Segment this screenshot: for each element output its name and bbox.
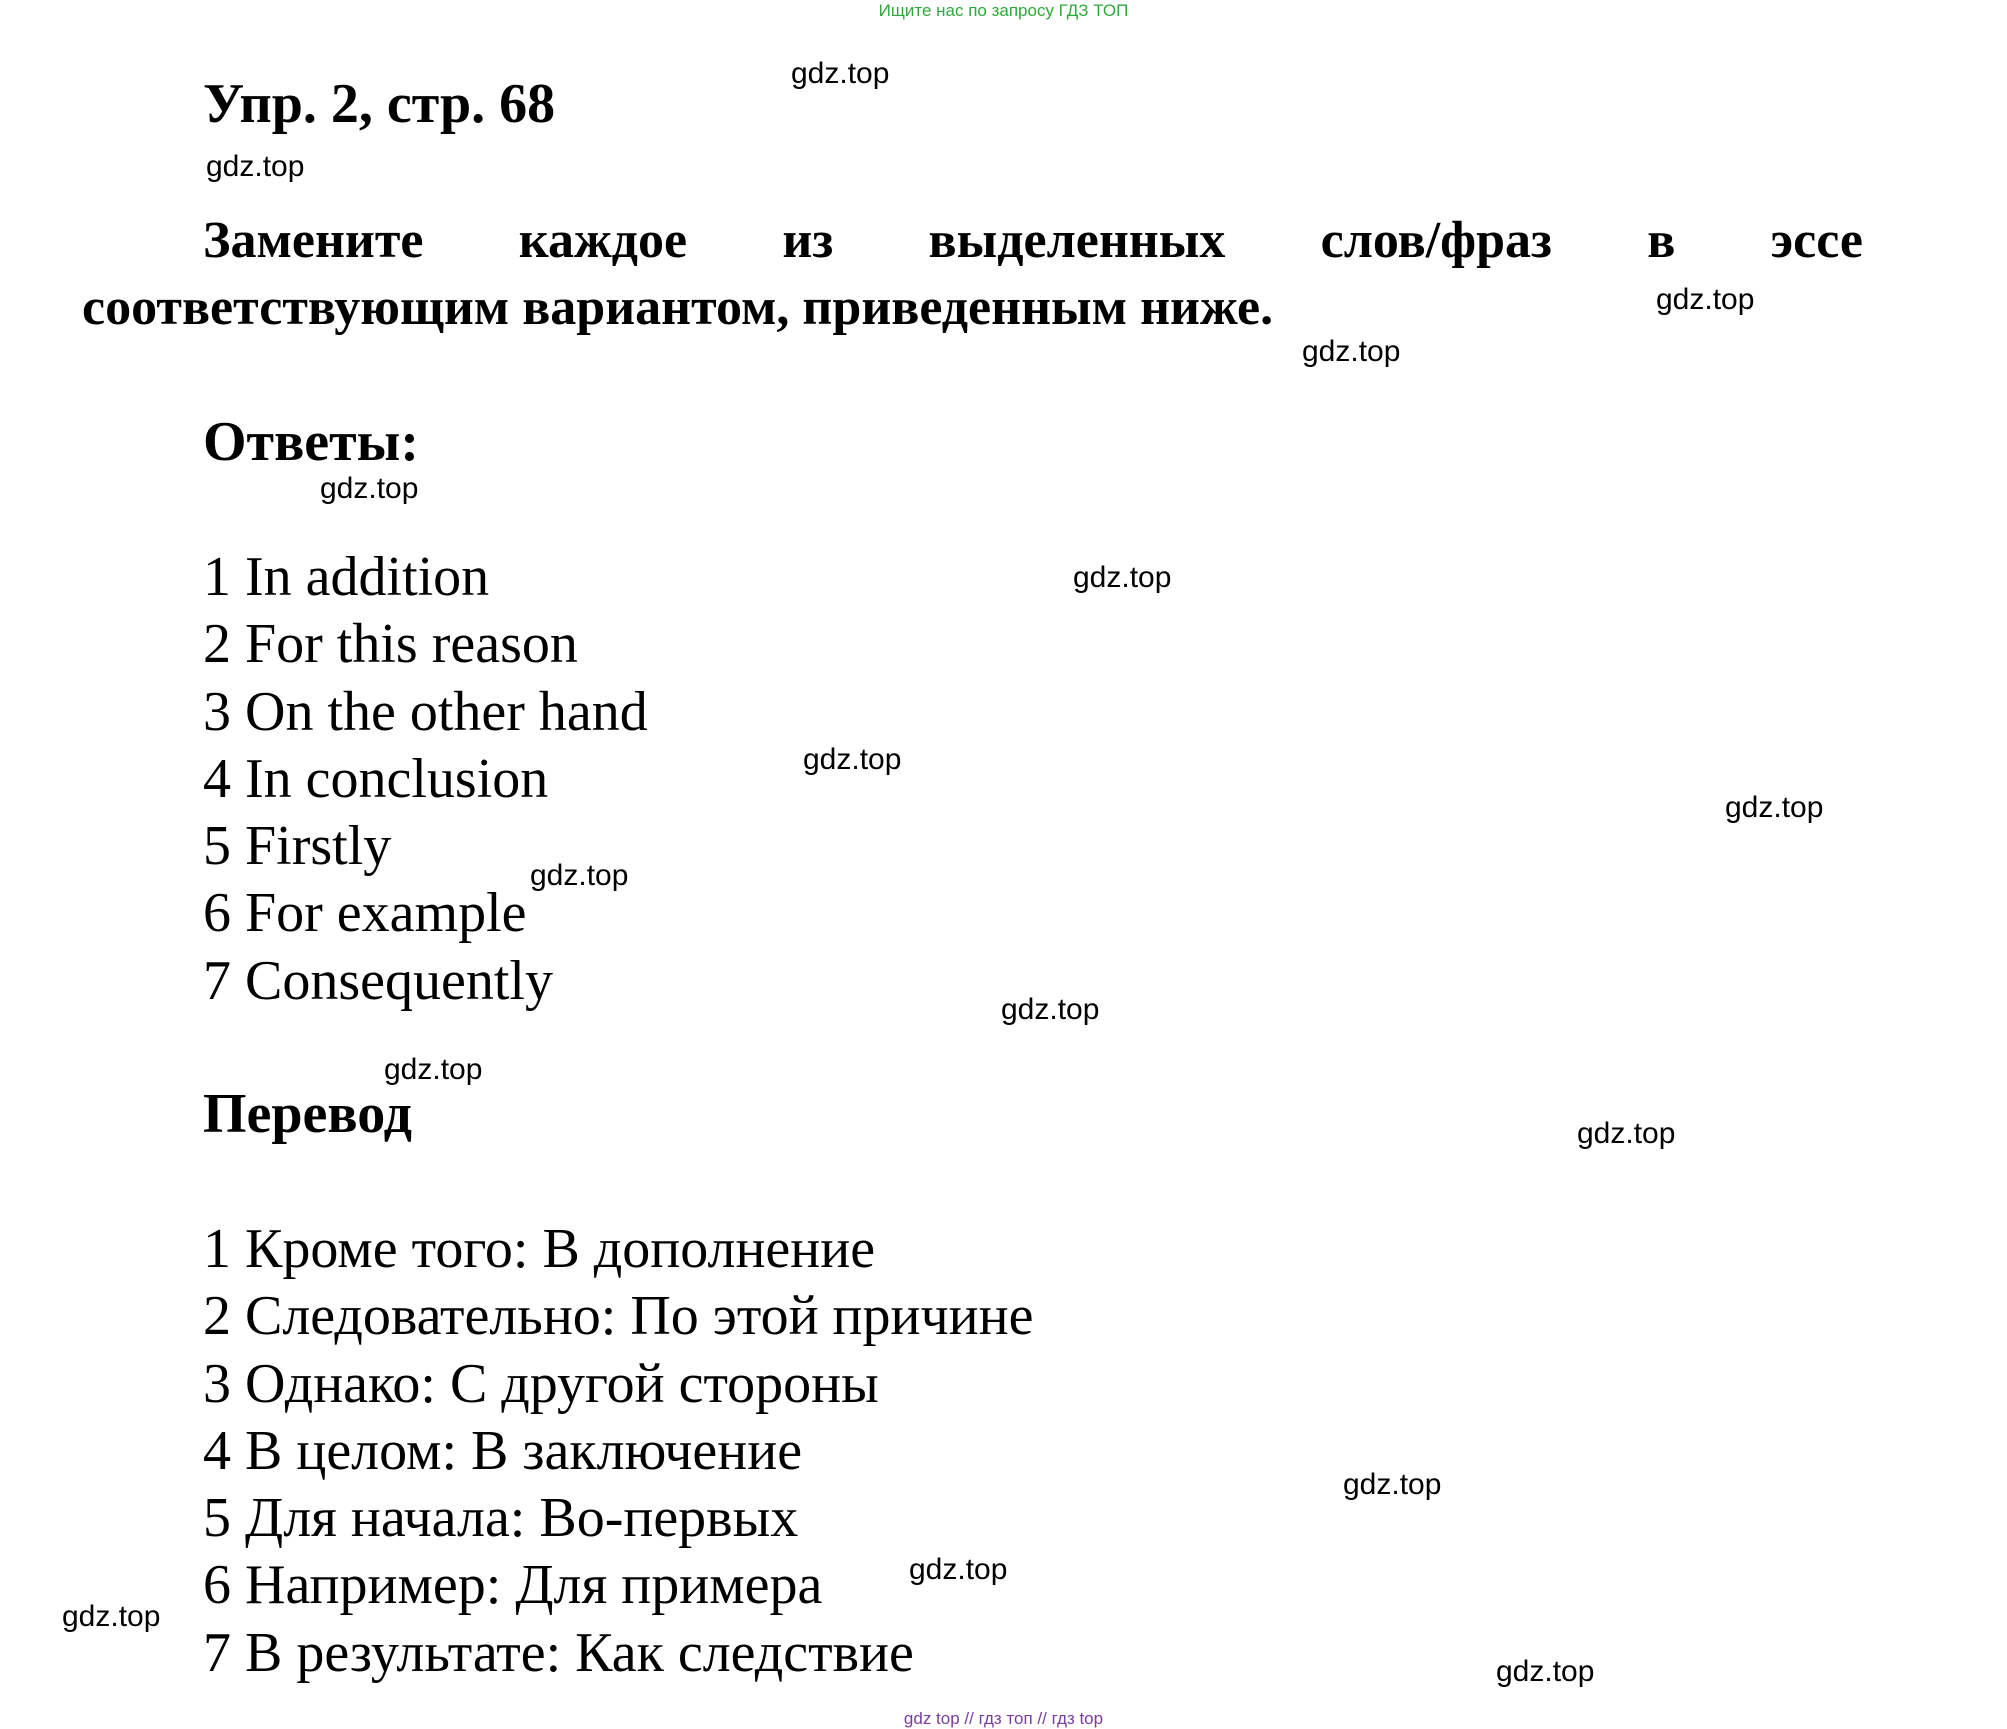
translation-item: 5 Для начала: Во-первых: [203, 1487, 799, 1550]
translation-item: 2 Следовательно: По этой причине: [203, 1285, 1034, 1348]
watermark: gdz.top: [1725, 791, 1824, 824]
watermark: gdz.top: [909, 1553, 1008, 1586]
answer-item: 6 For example: [203, 882, 527, 945]
instruction-word: слов/фраз: [1320, 212, 1552, 269]
watermark: gdz.top: [1302, 335, 1401, 368]
instruction-line-2: соответствующим вариантом, приведенным ниже.: [82, 279, 1274, 336]
answer-item: 3 On the other hand: [203, 680, 648, 743]
instruction-word: Замените: [203, 212, 424, 269]
instruction-word: каждое: [518, 212, 688, 269]
answer-item: 4 In conclusion: [203, 747, 549, 810]
instruction-word: эссе: [1770, 212, 1863, 269]
watermark: gdz.top: [1001, 993, 1100, 1026]
watermark: gdz.top: [803, 743, 902, 776]
watermark: gdz.top: [1073, 561, 1172, 594]
translation-item: 1 Кроме того: В дополнение: [203, 1218, 876, 1280]
answer-item: 2 For this reason: [203, 613, 578, 676]
watermark: gdz.top: [1496, 1655, 1595, 1688]
instruction-word: в: [1647, 212, 1676, 269]
top-banner-link[interactable]: Ищите нас по запросу ГДЗ ТОП: [878, 1, 1129, 20]
translation-item: 6 Например: Для примера: [203, 1554, 823, 1617]
watermark: gdz.top: [1656, 283, 1755, 316]
answers-list: [203, 544, 648, 1015]
watermark: gdz.top: [320, 472, 419, 505]
answers-heading: Ответы:: [203, 411, 420, 473]
watermark: gdz.top: [384, 1053, 483, 1086]
instruction-word: выделенных: [928, 212, 1226, 269]
page-title: Упр. 2, стр. 68: [203, 73, 556, 135]
answer-item: 5 Firstly: [203, 815, 392, 878]
instruction-word: из: [782, 212, 834, 269]
bottom-banner-link[interactable]: gdz top // гдз топ // гдз top: [903, 1709, 1104, 1728]
translation-item: 4 В целом: В заключение: [203, 1419, 803, 1482]
watermark: gdz.top: [530, 859, 629, 892]
answer-item: 7 Consequently: [203, 949, 553, 1012]
watermark: gdz.top: [62, 1600, 161, 1633]
watermark: gdz.top: [791, 57, 890, 90]
watermark: gdz.top: [206, 150, 305, 183]
translation-heading: Перевод: [203, 1083, 412, 1145]
answer-item: 1 In addition: [203, 546, 490, 608]
translation-list: [203, 1216, 1033, 1687]
translation-item: 3 Однако: С другой стороны: [203, 1352, 879, 1415]
instruction-line-1: [203, 209, 1863, 273]
watermark: gdz.top: [1343, 1468, 1442, 1501]
translation-item: 7 В результате: Как следствие: [203, 1621, 914, 1684]
watermark: gdz.top: [1577, 1117, 1676, 1150]
